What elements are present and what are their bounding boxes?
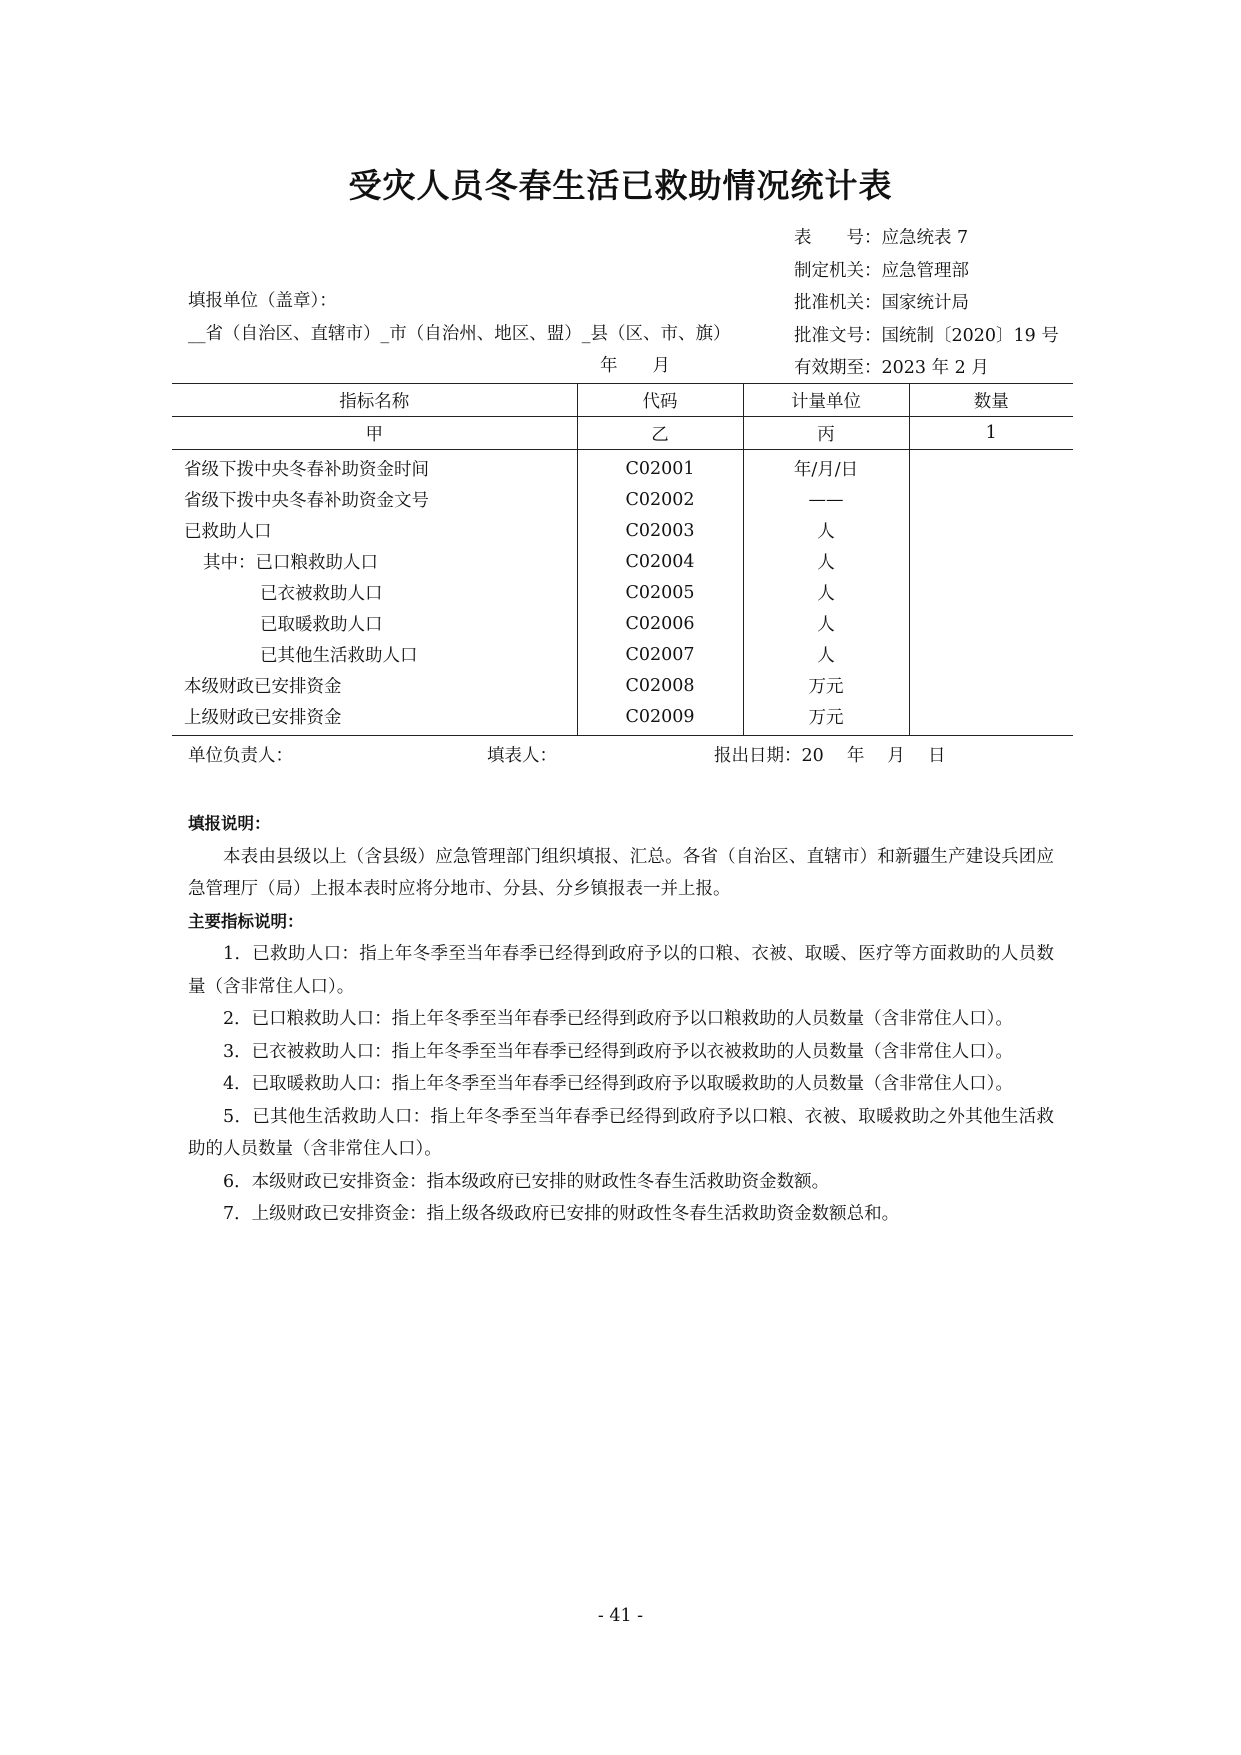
- valid-until: 有效期至：2023 年 2 月: [794, 358, 989, 378]
- quantity-cell[interactable]: [909, 639, 1073, 670]
- quantity-cell[interactable]: [909, 670, 1073, 701]
- subheader-indicator-name: 甲: [172, 417, 577, 450]
- subheader-quantity: 1: [909, 417, 1073, 450]
- table-row: [172, 546, 1073, 577]
- indicator-unit: 万元: [743, 701, 909, 736]
- indicator-name: 已取暖救助人口: [260, 615, 383, 635]
- header-code: 代码: [577, 384, 743, 417]
- indicator-note: 6．本级财政已安排资金：指本级政府已安排的财政性冬春生活救助资金数额。: [223, 1171, 830, 1192]
- statistics-table: [172, 383, 1073, 736]
- quantity-cell[interactable]: [909, 450, 1073, 485]
- form-metadata: [794, 222, 1059, 385]
- form-number: 表 号：应急统表 7: [794, 228, 969, 248]
- subheader-code: 乙: [577, 417, 743, 450]
- indicator-name: 省级下拨中央冬春补助资金时间: [184, 460, 429, 480]
- indicator-unit: 人: [743, 608, 909, 639]
- table-header-row: [172, 384, 1073, 417]
- subheader-unit: 丙: [743, 417, 909, 450]
- region-line: __省（自治区、直辖市）_市（自治州、地区、盟）_县（区、市、旗）: [188, 323, 731, 344]
- page-number: - 41 -: [597, 1606, 644, 1626]
- indicator-note: 7．上级财政已安排资金：指上级各级政府已安排的财政性冬春生活救助资金数额总和。: [223, 1204, 900, 1224]
- table-row: [172, 484, 1073, 515]
- quantity-cell[interactable]: [909, 515, 1073, 546]
- form-filler-signature: 填表人：: [487, 746, 557, 766]
- indicator-code: C02002: [577, 484, 743, 515]
- table-subheader-row: [172, 417, 1073, 450]
- indicator-note: 5．已其他生活救助人口：指上年冬季至当年春季已经得到政府予以口粮、衣被、取暖救助之外其他生活救助的人员数量（含非常住人口）。: [188, 1106, 1054, 1159]
- quantity-cell[interactable]: [909, 608, 1073, 639]
- quantity-cell[interactable]: [909, 546, 1073, 577]
- indicator-unit: 万元: [743, 670, 909, 701]
- indicator-unit: 人: [743, 577, 909, 608]
- header-indicator-name: 指标名称: [172, 384, 577, 417]
- page-title: 受灾人员冬春生活已救助情况统计表: [348, 166, 893, 205]
- report-period: 年 月: [600, 356, 670, 376]
- indicator-unit: 人: [743, 515, 909, 546]
- indicator-code: C02001: [577, 450, 743, 485]
- indicator-note: 1．已救助人口：指上年冬季至当年春季已经得到政府予以的口粮、衣被、取暖、医疗等方面救助的人员数量（含非常住人口）。: [188, 944, 1054, 997]
- indicator-notes-heading: 主要指标说明：: [188, 911, 304, 931]
- filling-instructions-text: 本表由县级以上（含县级）应急管理部门组织填报、汇总。各省（自治区、直辖市）和新疆生产建设兵团应急管理厅（局）上报本表时应将分地市、分县、分乡镇报表一并上报。: [188, 846, 1054, 899]
- indicator-code: C02009: [577, 701, 743, 736]
- indicator-name: 已衣被救助人口: [260, 584, 383, 604]
- filling-instructions-heading: 填报说明：: [188, 814, 271, 833]
- indicator-name: 上级财政已安排资金: [172, 701, 577, 736]
- indicator-name: 已救助人口: [184, 522, 272, 542]
- table-row: [172, 450, 1073, 485]
- table-row: [172, 515, 1073, 546]
- quantity-cell[interactable]: [909, 701, 1073, 736]
- indicator-unit: 人: [743, 639, 909, 670]
- approving-agency: 批准机关：国家统计局: [794, 293, 969, 313]
- indicator-code: C02004: [577, 546, 743, 577]
- table-row: [172, 577, 1073, 608]
- quantity-cell[interactable]: [909, 577, 1073, 608]
- table-row: [172, 608, 1073, 639]
- indicator-code: C02007: [577, 639, 743, 670]
- quantity-cell[interactable]: [909, 484, 1073, 515]
- indicator-note: 3．已衣被救助人口：指上年冬季至当年春季已经得到政府予以衣被救助的人员数量（含非常住人口）。: [223, 1041, 1013, 1062]
- indicator-note: 4．已取暖救助人口：指上年冬季至当年春季已经得到政府予以取暖救助的人员数量（含非常住人口）。: [223, 1074, 1013, 1094]
- indicator-name: 其中：已口粮救助人口: [203, 553, 378, 573]
- report-date: 报出日期：20 年 月 日: [714, 746, 946, 766]
- table-row: [172, 701, 1073, 736]
- reporting-unit-block: [188, 285, 731, 350]
- indicator-code: C02005: [577, 577, 743, 608]
- indicator-name: 本级财政已安排资金: [184, 677, 342, 697]
- indicator-unit: 年/月/日: [743, 450, 909, 485]
- reporting-unit-label: 填报单位（盖章）：: [188, 291, 337, 311]
- indicator-code: C02003: [577, 515, 743, 546]
- issuing-agency: 制定机关：应急管理部: [794, 260, 969, 281]
- indicator-note: 2．已口粮救助人口：指上年冬季至当年春季已经得到政府予以口粮救助的人员数量（含非常住人口）。: [223, 1009, 1013, 1029]
- indicator-name: 省级下拨中央冬春补助资金文号: [184, 491, 429, 511]
- instructions-section: [188, 808, 1054, 1231]
- table-row: [172, 639, 1073, 670]
- indicator-unit: ——: [743, 484, 909, 515]
- table-row: [172, 670, 1073, 701]
- indicator-name: 已其他生活救助人口: [260, 646, 418, 666]
- header-unit: 计量单位: [743, 384, 909, 417]
- unit-head-signature: 单位负责人：: [188, 746, 293, 766]
- header-quantity: 数量: [909, 384, 1073, 417]
- indicator-code: C02006: [577, 608, 743, 639]
- indicator-code: C02008: [577, 670, 743, 701]
- approval-document-number: 批准文号：国统制〔2020〕19 号: [794, 325, 1059, 346]
- indicator-unit: 人: [743, 546, 909, 577]
